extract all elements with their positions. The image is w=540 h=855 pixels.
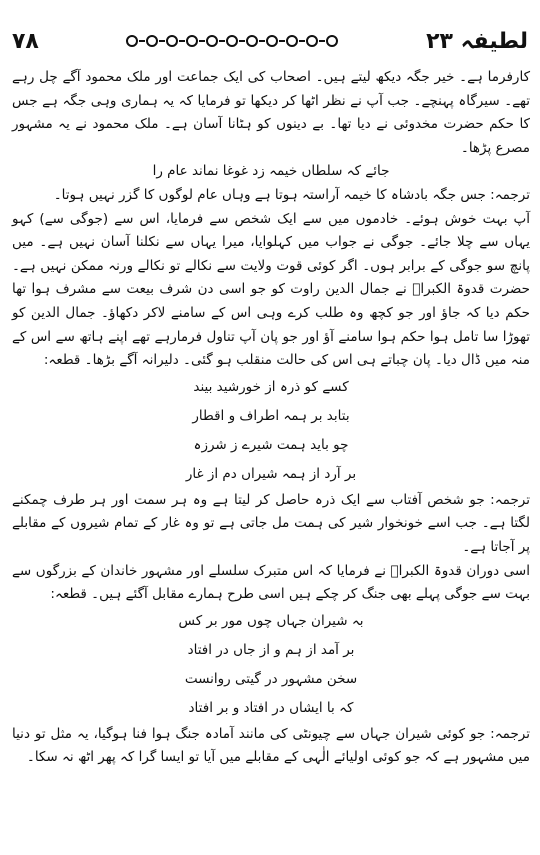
qita-1	[171, 373, 371, 489]
qita-1-line: بتابد بر ہمہ اطراف و اقطار	[192, 407, 350, 424]
qita-2-line: بر آمد از ہم و از جاں در افتاد	[187, 641, 355, 658]
qita-2-line: کہ با ایشاں در افتاد و بر افتاد	[188, 699, 354, 716]
paragraph-narrative-2: آپ بہت خوش ہوئے۔ خادموں میں سے ایک شخص سے فرمایا، اس سے (جوگی سے) کہو یہاں سے چلا جائے۔ جوگی نے جواب میں کہلوایا، میرا یہاں سے نکلنا آسان نہیں ہے۔ میں پانچ سو جوگی کے برابر ہوں۔ اگر کوئی قوت ولایت سے نکالے تو نکالے ورنہ ممکن نہیں ہے۔ حضرت قدوۃ الکبراؒ نے جمال الدین راوت کو جو اسی دن شرف بیعت سے مشرف ہوا تھا حکم دیا کہ جاؤ اور جو کچھ وہ طلب کرے وہی اس کے سامنے لاکر دکھاؤ۔ جمال الدین کو تھوڑا سا تامل ہوا حکم ہوا سامنے آؤ اور جو پان آپ تناول فرمارہے تھے اپنے ہاتھ سے اس کے منہ میں ڈال دیا۔ پان چباتے ہی اس کی حالت منقلب ہو گئی۔ دلیرانہ آگے بڑھا۔ قطعہ:	[12, 210, 530, 369]
translation-3: ترجمہ: جو کوئی شیران جہاں سے چیونٹی کی مانند آمادہ جنگ ہوا فنا ہوگیا، یہ مثل تو دنیا میں مشہور ہے کہ جو کوئی اولیائے الٰہی کے مقابلے میں آیا تو ایسا گرا کہ پھر اٹھ نہ سکا۔	[12, 725, 530, 766]
page-body	[12, 66, 530, 770]
paragraph-narrative-3: اسی دوران قدوۃ الکبراؒ نے فرمایا کہ اس متبرک سلسلے اور مشہور خاندان کے بزرگوں سے بہت سے جوگی پہلے بھی جنگ کر چکے ہیں اسی طرح ہمارے مقابل آگئے ہیں۔ قطعہ:	[12, 562, 530, 603]
translation-2: ترجمہ: جو شخص آفتاب سے ایک ذرہ حاصل کر لیتا ہے وہ ہر سمت اور ہر طرف چمکنے لگتا ہے۔ جب اسے خونخوار شیر کی ہمت مل جاتی ہے تو وہ غار کے تمام شیروں کے مقابلے پر آجاتا ہے۔	[12, 491, 530, 555]
page-header	[12, 26, 528, 56]
page-number: ۷۸	[12, 28, 39, 54]
section-title: لطیفہ ۲۳	[426, 28, 528, 54]
qita-1-line: بر آرد از ہمہ شیراں دم از غار	[185, 465, 357, 482]
qita-1-line: چو باید ہمت شیرے ز شرزہ	[193, 436, 349, 453]
qita-2-line: سخن مشہور در گیتی روانست	[184, 670, 358, 687]
qita-2	[171, 607, 371, 723]
persian-verse-line: جائے کہ سلطاں خیمہ زد غوغا نماند عام را	[152, 163, 390, 180]
ornament-chain-icon	[125, 35, 339, 47]
qita-1-line: کسے کو ذرہ از خورشید بیند	[193, 378, 349, 395]
qita-2-line: بہ شیران جہاں چوں مور بر کس	[178, 612, 364, 629]
translation-1: ترجمہ: جس جگہ بادشاہ کا خیمہ آراستہ ہوتا ہے وہاں عام لوگوں کا گزر نہیں ہوتا۔	[53, 186, 530, 203]
paragraph-narrative-1: کارفرما ہے۔ خیر جگہ دیکھ لیتے ہیں۔ اصحاب کی ایک جماعت اور ملک محمود آگے چل رہے تھے۔ سیرگاہ پہنچے۔ جب آپ نے نظر اٹھا کر دیکھا تو فرمایا کہ یہ ہماری وہی جگہ ہے جس کا حکم حضرت مخدوئی نے دیا تھا۔ بے دینوں کو ہٹانا آسان ہے۔ ملک محمود نے یہ مشہور مصرع پڑھا۔	[12, 69, 530, 156]
